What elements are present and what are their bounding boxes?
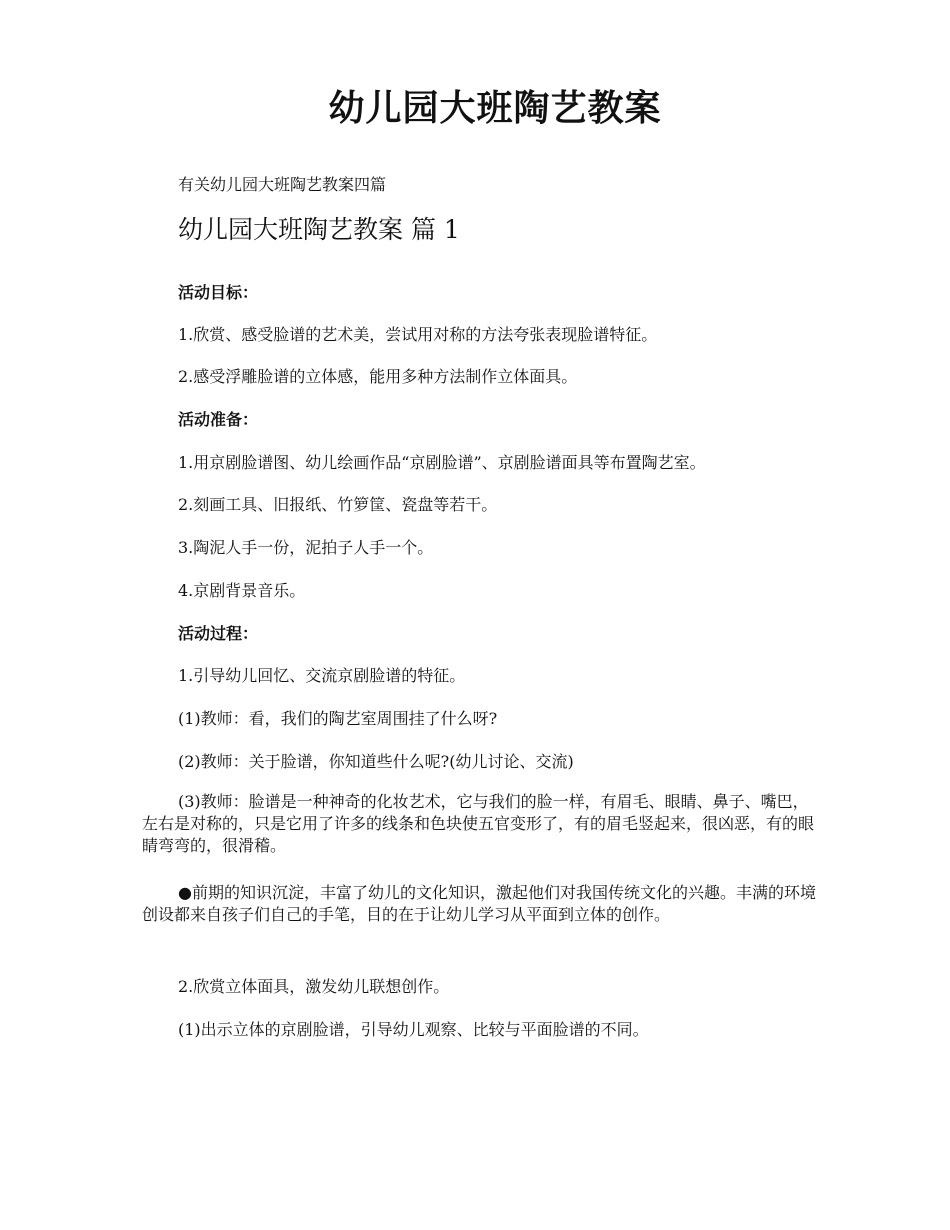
prep-heading: 活动准备： [178,410,259,429]
prep-item-1: 1.用京剧脸谱图、幼儿绘画作品“京剧脸谱”、京剧脸谱面具等布置陶艺室。 [178,453,706,472]
process-item-4: 2.欣赏立体面具，激发幼儿联想创作。 [178,977,450,996]
goal-item-1: 1.欣赏、感受脸谱的艺术美，尝试用对称的方法夸张表现脸谱特征。 [178,325,658,344]
process-heading: 活动过程： [178,624,259,643]
process-item-2: (1)教师：看，我们的陶艺室周围挂了什么呀? [178,709,498,728]
goals-heading: 活动目标： [178,283,259,302]
process-paragraph-2: ●前期的知识沉淀，丰富了幼儿的文化知识，激起他们对我国传统文化的兴趣。丰满的环境创设都来自孩子们自己的手笔，目的在于让幼儿学习从平面到立体的创作。 [142,883,816,924]
process-item-5: (1)出示立体的京剧脸谱，引导幼儿观察、比较与平面脸谱的不同。 [178,1020,649,1039]
prep-item-4: 4.京剧背景音乐。 [178,581,306,600]
prep-item-2: 2.刻画工具、旧报纸、竹箩筐、瓷盘等若干。 [178,495,498,514]
process-item-3: (2)教师：关于脸谱，你知道些什么呢?(幼儿讨论、交流) [178,752,574,771]
section-title: 幼儿园大班陶艺教案 篇 1 [178,215,460,244]
process-paragraph-1: (3)教师：脸谱是一种神奇的化妆艺术，它与我们的脸一样，有眉毛、眼睛、鼻子、嘴巴，左右是对称的，只是它用了许多的线条和色块使五官变形了，有的眉毛竖起来，很凶恶，有的眼睛弯弯的，很滑稽。 [142,792,815,855]
process-item-1: 1.引导幼儿回忆、交流京剧脸谱的特征。 [178,666,466,685]
prep-item-3: 3.陶泥人手一份，泥拍子人手一个。 [178,538,434,557]
document-title: 幼儿园大班陶艺教案 [328,87,662,129]
goal-item-2: 2.感受浮雕脸谱的立体感，能用多种方法制作立体面具。 [178,367,578,386]
document-subtitle: 有关幼儿园大班陶艺教案四篇 [178,175,387,194]
